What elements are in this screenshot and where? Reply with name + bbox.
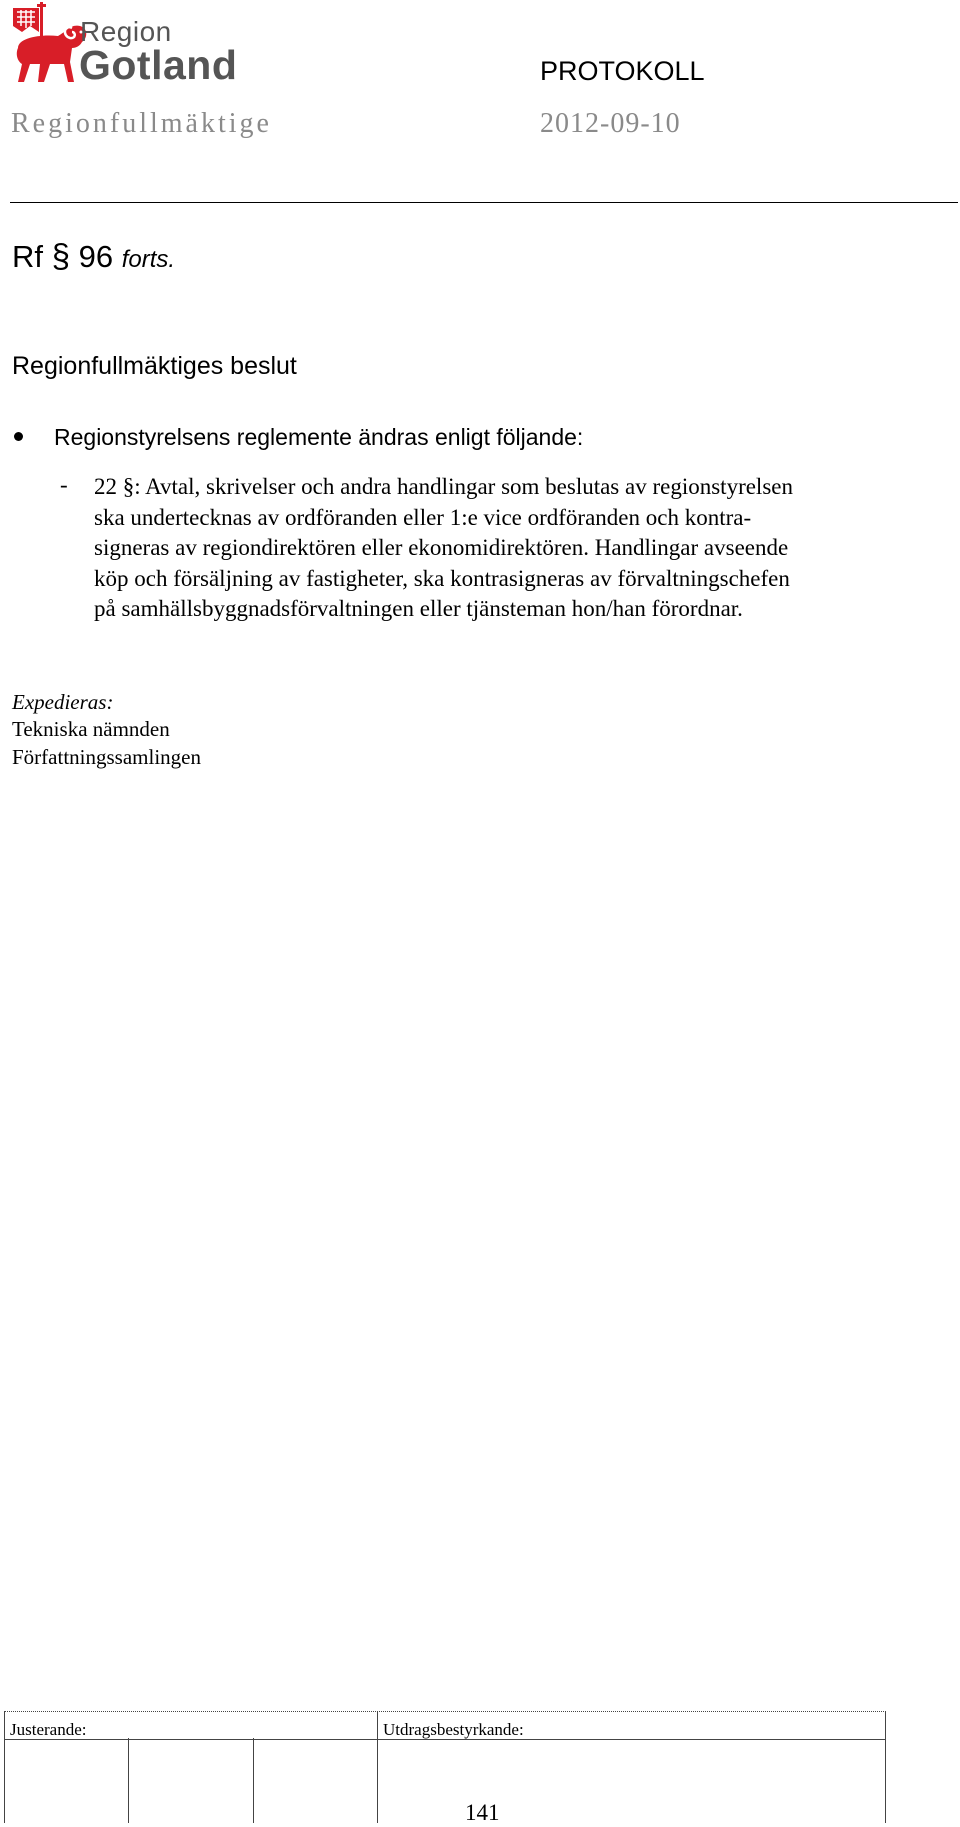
meeting-date: 2012-09-10: [540, 108, 681, 139]
paragraph-prefix: Rf: [12, 239, 43, 274]
section-symbol: §: [51, 237, 70, 274]
list-dash: -: [60, 472, 68, 497]
paragraph-heading: [12, 237, 175, 275]
recipient-item: Författningssamlingen: [12, 745, 201, 769]
decision-item-text: [94, 472, 954, 625]
item-line: ska undertecknas av ordföranden eller 1:e vice ordföranden och kontra-: [94, 504, 752, 530]
table-border-right: [885, 1711, 886, 1823]
recipient-item: Tekniska nämnden: [12, 717, 170, 741]
item-line: på samhällsbyggnadsförvaltningen eller tjänsteman hon/han förordnar.: [94, 596, 743, 621]
paragraph-number: 96: [78, 239, 114, 274]
expedieras-label: Expedieras:: [12, 690, 114, 714]
table-divider: [128, 1738, 129, 1823]
table-divider: [253, 1738, 254, 1823]
ram-emblem-icon: [10, 2, 90, 84]
document-type: PROTOKOLL: [540, 56, 705, 86]
table-divider: [377, 1711, 378, 1823]
item-line: signeras av regiondirektören eller ekonomidirektören. Handlingar avseende: [94, 535, 789, 560]
item-line: köp och försäljning av fastigheter, ska kontrasigneras av förvaltningschefen: [94, 565, 790, 591]
table-border-left: [4, 1711, 5, 1823]
organization-name: Regionfullmäktige: [11, 108, 272, 139]
decision-bullet-text: Regionstyrelsens reglemente ändras enligt följande:: [54, 424, 584, 450]
paragraph-continued: forts.: [121, 246, 176, 273]
justerande-label: Justerande:: [10, 1720, 87, 1739]
item-line: 22 §: Avtal, skrivelser och andra handlingar som beslutas av regionstyrelsen: [94, 474, 793, 499]
header-divider: [10, 202, 958, 203]
logo-text-region: Region: [80, 16, 172, 47]
decision-heading: Regionfullmäktiges beslut: [12, 352, 297, 380]
logo-text-gotland: Gotland: [79, 42, 238, 88]
bullet-icon: [14, 432, 23, 441]
page-number: 141: [465, 1800, 500, 1825]
utdragsbestyrkande-label: Utdragsbestyrkande:: [383, 1720, 524, 1739]
